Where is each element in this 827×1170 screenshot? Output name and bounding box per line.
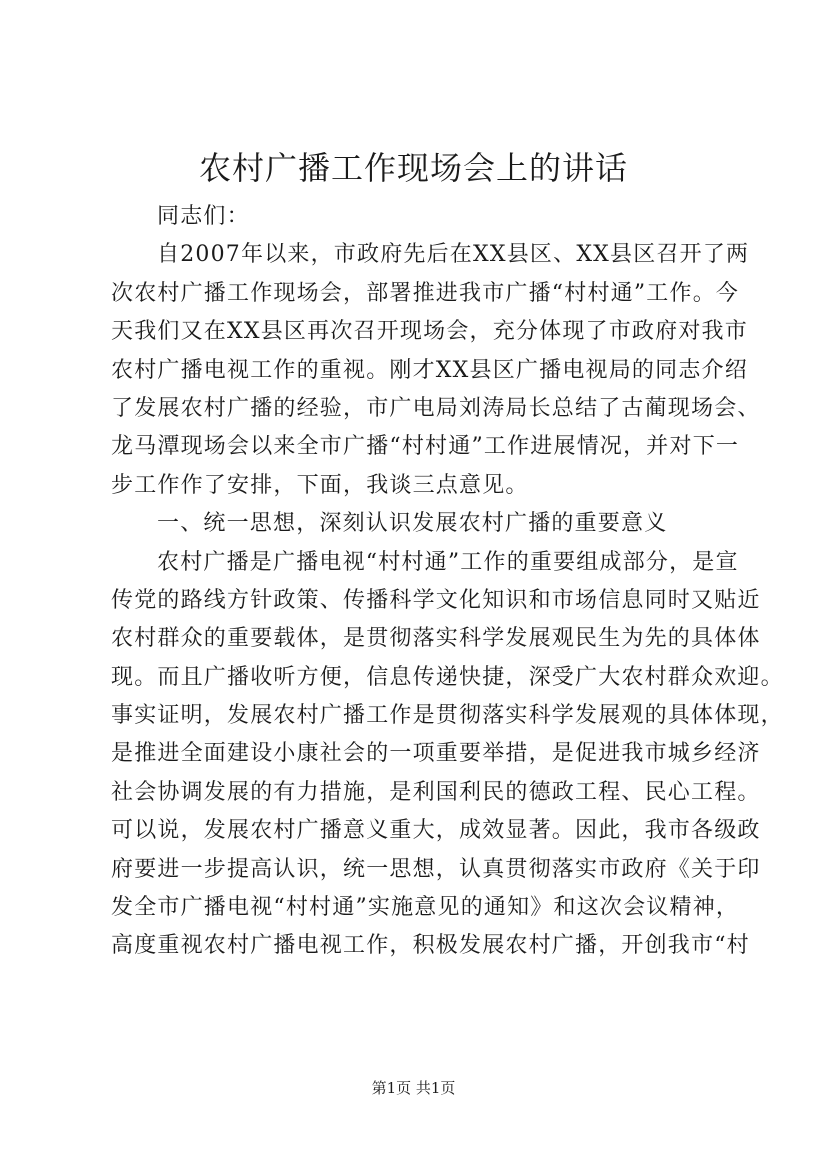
paragraph-line: 自2007年以来，市政府先后在XX县区、XX县区召开了两	[157, 242, 750, 268]
document-title: 农村广播工作现场会上的讲话	[198, 149, 628, 187]
page-footer: 第1页 共1页	[371, 1079, 456, 1097]
paragraph-line: 发全市广播电视“村村通”实施意见的通知》和这次会议精神，	[111, 895, 740, 921]
paragraph-line: 农村广播电视工作的重视。刚才XX县区广播电视局的同志介绍	[111, 357, 748, 383]
paragraph-line: 社会协调发展的有力措施，是利国利民的德政工程、民心工程。	[111, 779, 761, 805]
paragraph-line: 事实证明，发展农村广播工作是贯彻落实科学发展观的具体体现，	[111, 703, 784, 729]
paragraph-line: 天我们又在XX县区再次召开现场会，充分体现了市政府对我市	[111, 319, 748, 345]
paragraph-line: 传党的路线方针政策、传播科学文化知识和市场信息同时又贴近	[111, 587, 761, 613]
paragraph-line: 龙马潭现场会以来全市广播“村村通”工作进展情况，并对下一	[111, 434, 740, 460]
salutation-line: 同志们：	[157, 204, 250, 229]
paragraph-line: 了发展农村广播的经验，市广电局刘涛局长总结了古蔺现场会、	[111, 395, 761, 421]
paragraph-line: 可以说，发展农村广播意义重大，成效显著。因此，我市各级政	[111, 818, 761, 844]
paragraph-line: 步工作作了安排，下面，我谈三点意见。	[111, 472, 529, 498]
paragraph-line: 农村群众的重要载体，是贯彻落实科学发展观民生为先的具体体	[111, 626, 761, 652]
paragraph-line: 次农村广播工作现场会，部署推进我市广播“村村通”工作。今	[111, 280, 740, 306]
paragraph-line: 农村广播是广播电视“村村通”工作的重要组成部分，是宣	[157, 549, 739, 575]
paragraph-line: 现。而且广播收听方便，信息传递快捷，深受广大农村群众欢迎。	[111, 664, 784, 690]
paragraph-line: 府要进一步提高认识，统一思想，认真贯彻落实市政府《关于印	[111, 856, 761, 882]
document-body	[111, 198, 784, 966]
section-heading: 一、统一思想，深刻认识发展农村广播的重要意义	[157, 511, 668, 537]
paragraph-line: 是推进全面建设小康社会的一项重要举措，是促进我市城乡经济	[111, 741, 761, 767]
paragraph-line: 高度重视农村广播电视工作，积极发展农村广播，开创我市“村	[111, 933, 750, 959]
